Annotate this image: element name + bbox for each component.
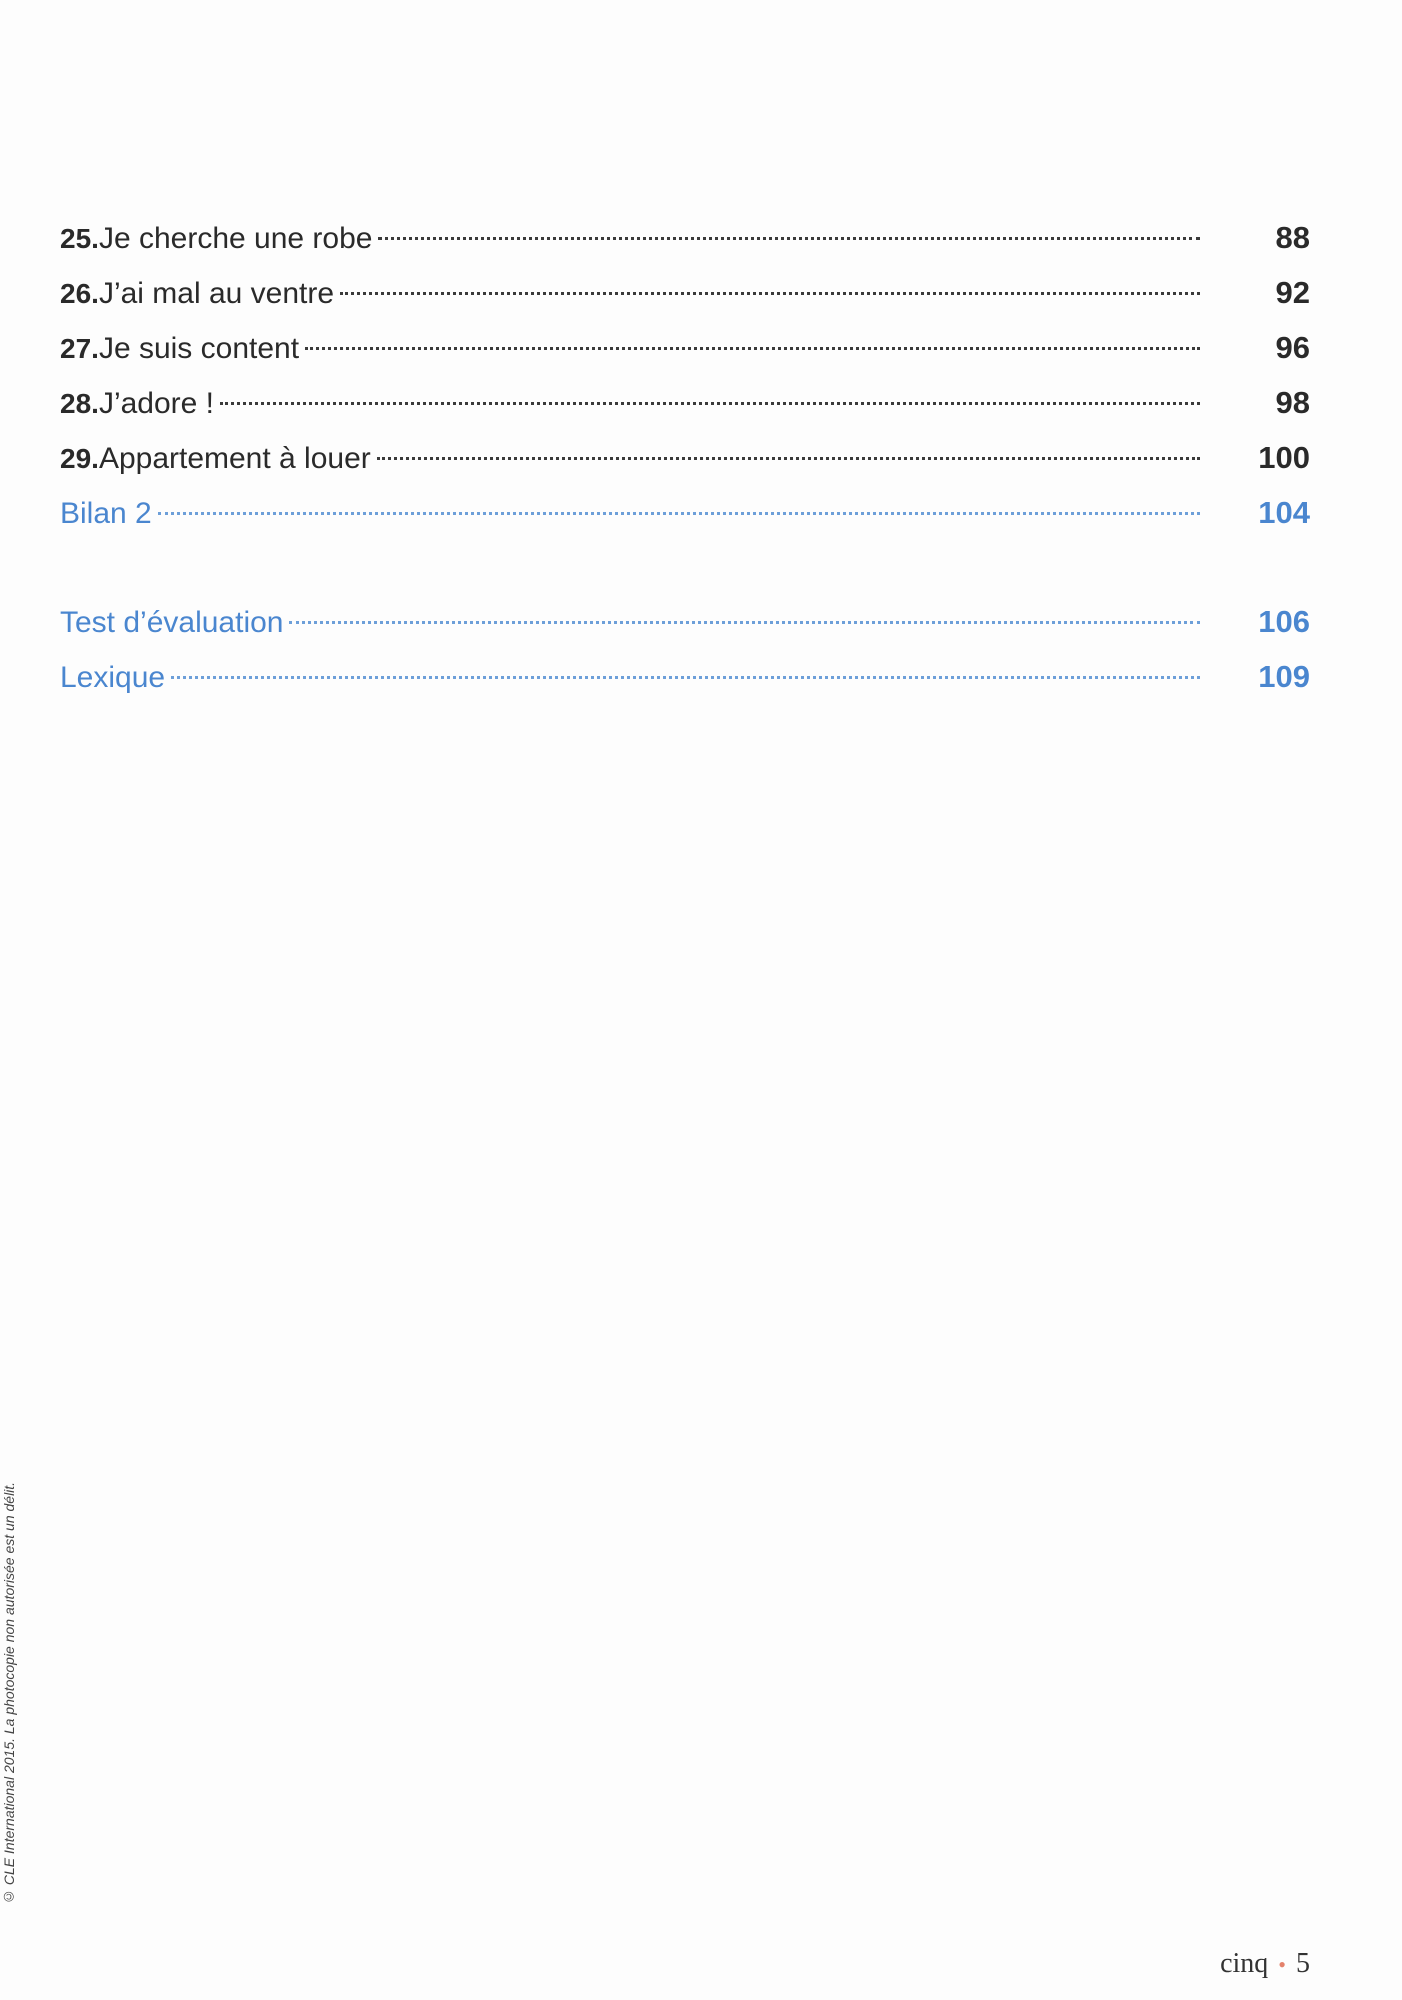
- chapter-title: J’ai mal au ventre: [98, 277, 335, 310]
- toc-entry-lexique: [60, 659, 1310, 714]
- toc-entry-25: [60, 220, 1310, 275]
- toc-entry-29: [60, 440, 1310, 495]
- toc-entry-27: [60, 330, 1310, 385]
- chapter-number: 29.: [60, 443, 99, 474]
- chapter-number: 25.: [60, 223, 99, 254]
- test-title: Test d’évaluation: [60, 606, 284, 639]
- bullet-icon: •: [1278, 1952, 1286, 1977]
- toc-entry-bilan: [60, 495, 1310, 550]
- chapter-title: Je suis content: [98, 332, 300, 365]
- chapter-number: 28.: [60, 388, 99, 419]
- chapter-page: 98: [1275, 385, 1310, 420]
- toc-entry-test: [60, 604, 1310, 659]
- dot-leader: [171, 676, 1200, 679]
- dot-leader: [158, 512, 1200, 515]
- section-gap: [60, 550, 1310, 604]
- chapter-title: J’adore !: [98, 387, 215, 420]
- chapter-page: 88: [1275, 220, 1310, 255]
- toc-entry-28: [60, 385, 1310, 440]
- page-number: 5: [1296, 1948, 1310, 1979]
- chapter-page: 96: [1275, 330, 1310, 365]
- chapter-number: 27.: [60, 333, 99, 364]
- bilan-page: 104: [1258, 495, 1310, 530]
- toc-entry-26: [60, 275, 1310, 330]
- copyright-notice: © CLE International 2015. La photocopie non autorisée est un délit.: [1, 1481, 17, 1905]
- page-word: cinq: [1220, 1948, 1269, 1979]
- chapter-page: 100: [1258, 440, 1310, 475]
- dot-leader: [340, 292, 1200, 295]
- dot-leader: [305, 347, 1200, 350]
- lexique-title: Lexique: [60, 661, 166, 694]
- dot-leader: [220, 402, 1200, 405]
- dot-leader: [289, 621, 1200, 624]
- chapter-number: 26.: [60, 278, 99, 309]
- page-footer: [1220, 1948, 1310, 1980]
- test-page: 106: [1258, 604, 1310, 639]
- bilan-title: Bilan 2: [60, 497, 152, 530]
- chapter-page: 92: [1275, 275, 1310, 310]
- table-of-contents: [60, 220, 1310, 714]
- dot-leader: [377, 457, 1200, 460]
- chapter-title: Appartement à louer: [98, 442, 371, 475]
- dot-leader: [378, 237, 1200, 240]
- lexique-page: 109: [1258, 659, 1310, 694]
- chapter-title: Je cherche une robe: [98, 222, 373, 255]
